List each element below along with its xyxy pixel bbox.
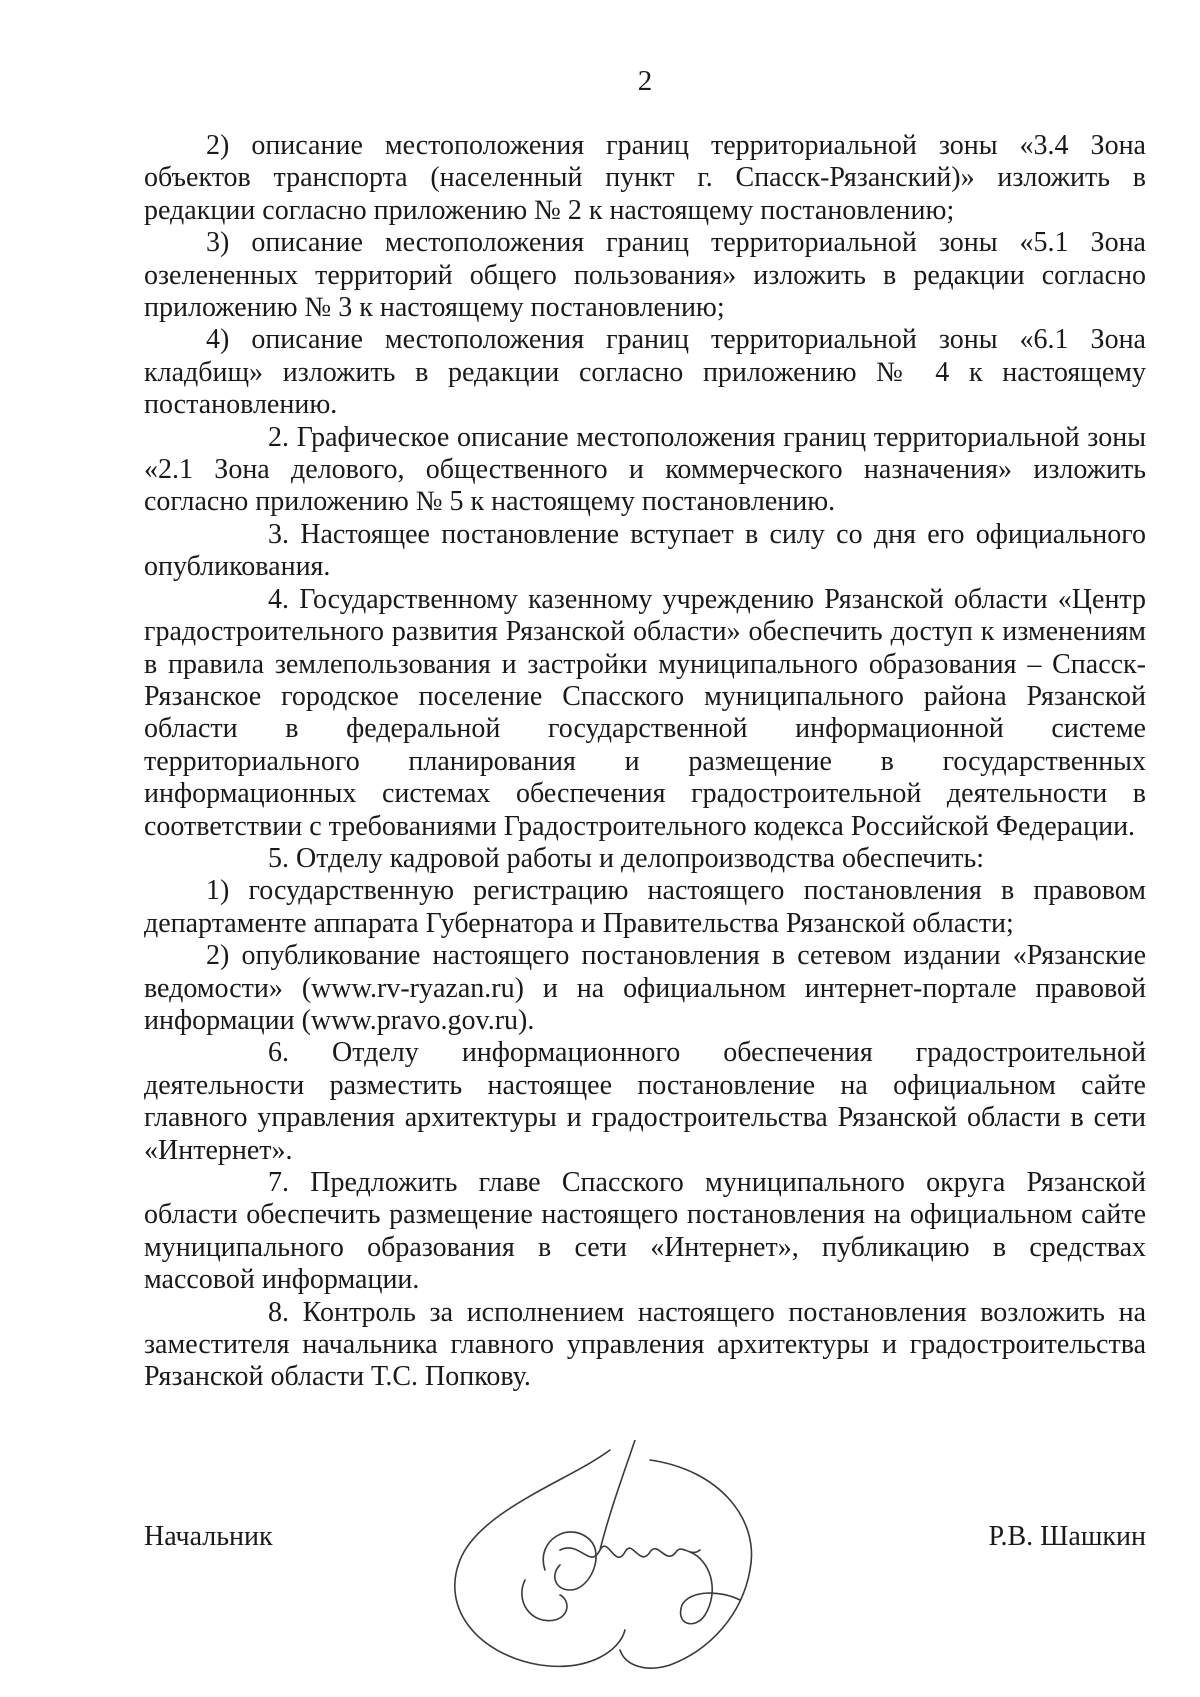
item-number: 2. <box>268 421 289 453</box>
item-number: 8. <box>268 1296 289 1328</box>
item-text: Контроль за исполнением настоящего постановления возложить на заместителя начальника главного управления архитектуры и градостроительства Рязанской области Т.С. Попкову. <box>144 1296 1147 1393</box>
signatory-position: Начальник <box>144 1521 273 1552</box>
paragraph-zone-6-1: 4) описание местоположения границ территориальной зоны «6.1 Зона кладбищ» изложить в редакции согласно приложению № 4 к настоящему постановлению. <box>144 324 1146 421</box>
item-number: 5. <box>268 842 289 874</box>
item-number: 3. <box>268 518 289 550</box>
numbered-item-3 <box>144 519 1146 584</box>
document-body <box>144 130 1146 1394</box>
sub-item-publication: 2) опубликование настоящего постановления в сетевом издании «Рязанские ведомости» (www.rv-ryazan.ru) и на официальном интернет-портале правовой информации (www.pravo.gov.ru). <box>144 940 1146 1036</box>
page-number: 2 <box>637 65 653 97</box>
item-number: 6. <box>268 1037 289 1069</box>
item-text: Отделу информационного обеспечения градостроительной деятельности разместить настоящее постановление на официальном сайте главного управления архитектуры и градостроительства Рязанской области в сети «Интернет». <box>144 1037 1146 1166</box>
sub-item-registration: 1) государственную регистрацию настоящего постановления в правовом департаменте аппарата Губернатора и Правительства Рязанской области; <box>144 875 1146 939</box>
item-number: 7. <box>268 1167 289 1198</box>
numbered-item-2 <box>144 422 1146 519</box>
item-text: Графическое описание местоположения границ территориальной зоны «2.1 Зона делового, общественного и коммерческого назначения» изложить согласно приложению № 5 к настоящему постановлению. <box>144 421 1147 518</box>
item-text: Предложить главе Спасского муниципального округа Рязанской области обеспечить размещение настоящего постановления на официальном сайте муниципального образования в сети «Интернет», публикацию в средствах массовой информации. <box>144 1167 1147 1296</box>
signatory-name: Р.В. Шашкин <box>988 1521 1146 1552</box>
numbered-item-8 <box>144 1297 1146 1394</box>
numbered-item-7 <box>144 1167 1146 1297</box>
numbered-item-4 <box>144 584 1146 843</box>
paragraph-zone-5-1: 3) описание местоположения границ территориальной зоны «5.1 Зона озелененных территорий общего пользования» изложить в редакции согласно приложению № 3 к настоящему постановлению; <box>144 227 1146 324</box>
item-text: Государственному казенному учреждению Рязанской области «Центр градостроительного развития Рязанской области» обеспечить доступ к изменениям в правила землепользования и застройки муниципального образования – Спасск-Рязанское городское поселение Спасского муниципального района Рязанской области в федеральной государственной информационной системе территориального планирования и размещение в государственных информационных системах обеспечения градостроительной деятельности в соответствии с требованиями Градостроительного кодекса Российской Федерации. <box>144 583 1147 842</box>
item-number: 4. <box>268 583 289 615</box>
numbered-item-6 <box>144 1037 1146 1167</box>
paragraph-zone-3-4: 2) описание местоположения границ территориальной зоны «3.4 Зона объектов транспорта (населенный пункт г. Спасск-Рязанский)» изложить в редакции согласно приложению № 2 к настоящему постановлению; <box>144 130 1146 226</box>
numbered-item-5 <box>144 843 1146 875</box>
item-text: Отделу кадровой работы и делопроизводства обеспечить: <box>296 842 985 874</box>
handwritten-signature <box>420 1440 800 1680</box>
item-text: Настоящее постановление вступает в силу со дня его официального опубликования. <box>144 518 1146 583</box>
